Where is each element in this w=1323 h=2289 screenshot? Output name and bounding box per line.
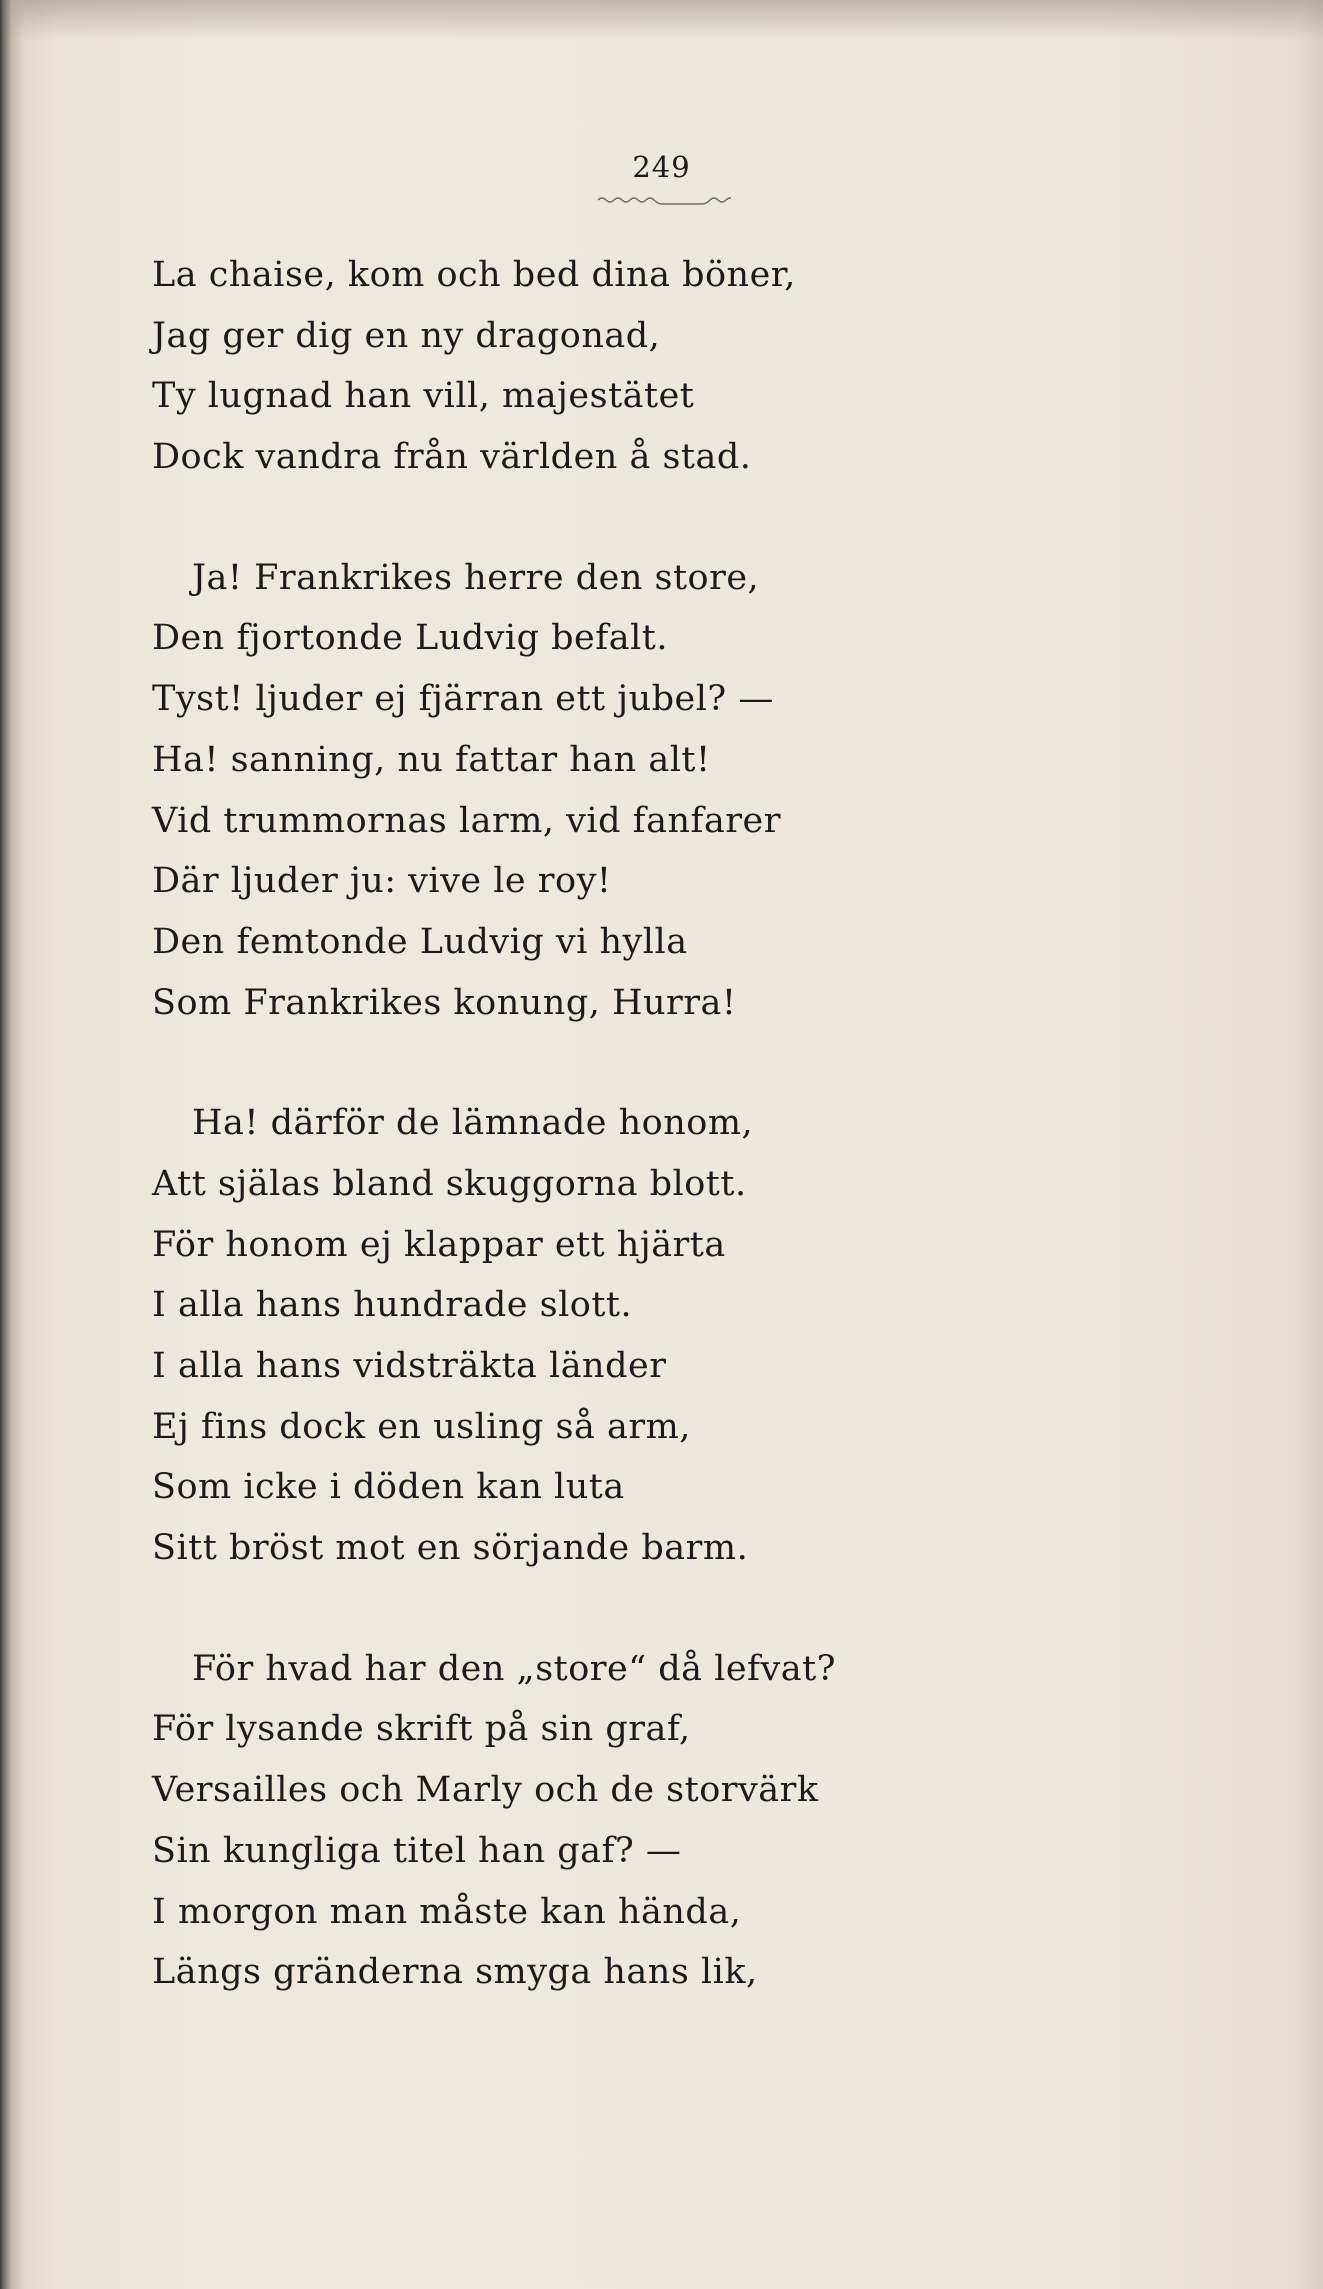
stanza (152, 245, 1252, 488)
poem-line: Där ljuder ju: vive le roy! (152, 861, 612, 902)
stanza (152, 548, 1252, 1034)
poem-line: Ja! Frankrikes herre den store, (192, 557, 760, 598)
poem-line: Versailles och Marly och de storvärk (152, 1770, 819, 1811)
poem-line: Ha! därför de lämnade honom, (192, 1103, 754, 1144)
poem-line: I alla hans vidsträkta länder (152, 1346, 667, 1386)
poem-line: För lysande skrift på sin graf, (152, 1709, 691, 1750)
poem-line: Längs gränderna smyga hans lik, (152, 1952, 758, 1993)
poem-line: Ty lugnad han vill, majestätet (152, 376, 695, 417)
stanza-break (152, 1033, 1252, 1093)
poem-line: Sitt bröst mot en sörjande barm. (152, 1528, 749, 1569)
poem-line: Sin kungliga titel han gaf? — (152, 1830, 682, 1871)
stanza (152, 1639, 1252, 2003)
poem-line: Som icke i döden kan luta (152, 1467, 625, 1508)
poem-line: Som Frankrikes konung, Hurra! (152, 982, 737, 1023)
stanza-break (152, 488, 1252, 548)
poem-line: Den femtonde Ludvig vi hylla (152, 921, 688, 962)
poem-line: För honom ej klappar ett hjärta (152, 1224, 726, 1265)
poem-line: Vid trummornas larm, vid fanfarer (152, 800, 781, 841)
poem-line: Ha! sanning, nu fattar han alt! (152, 739, 711, 780)
poem-line: Jag ger dig en ny dragonad, (152, 315, 661, 356)
stanza-break (152, 1579, 1252, 1639)
poem-line: Tyst! ljuder ej fjärran ett jubel? — (152, 679, 774, 720)
stanza (152, 1093, 1252, 1579)
poem-line: I alla hans hundrade slott. (152, 1285, 633, 1326)
page-top-edge (0, 0, 1323, 40)
book-spine-shadow (0, 0, 24, 2289)
wavy-ornament-icon (596, 194, 731, 210)
poem-line: Att själas bland skuggorna blott. (152, 1163, 747, 1204)
poem-line: La chaise, kom och bed dina böner, (152, 255, 796, 295)
poem-line: Dock vandra från världen å stad. (152, 437, 752, 478)
poem-line: Den fjortonde Ludvig befalt. (152, 618, 668, 659)
poem-body (152, 245, 1252, 2003)
poem-line: Ej fins dock en usling så arm, (152, 1406, 691, 1447)
poem-line: I morgon man måste kan hända, (152, 1891, 742, 1932)
poem-line: För hvad har den „store“ då lefvat? (192, 1648, 836, 1689)
page-number: 249 (632, 150, 691, 184)
